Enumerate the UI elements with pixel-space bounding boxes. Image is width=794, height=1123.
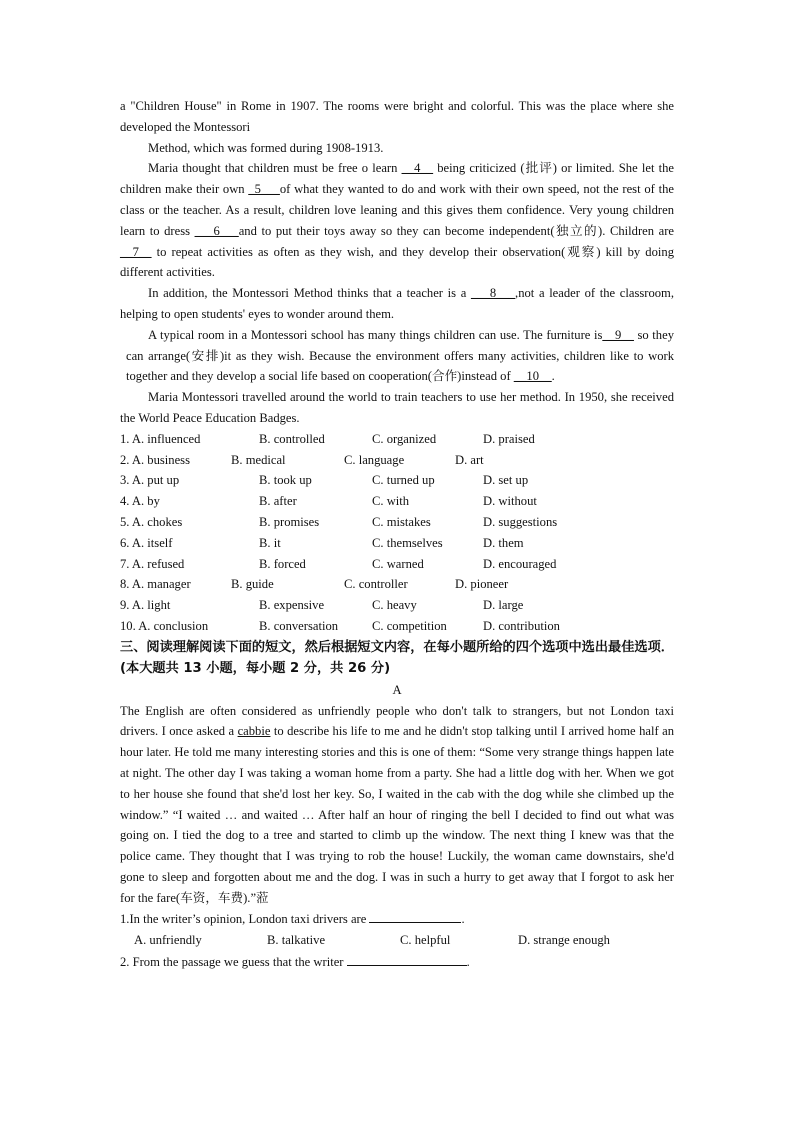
option-d: D. contribution — [483, 618, 560, 633]
option-row-6 — [120, 533, 674, 554]
passage-paragraph-3 — [120, 325, 674, 387]
option-d: D. set up — [483, 473, 529, 488]
option-c: C. heavy — [372, 598, 417, 613]
option-d: D. pioneer — [455, 577, 509, 592]
question-1-options — [120, 930, 674, 951]
option-d: D. praised — [483, 431, 535, 446]
exam-page — [120, 96, 674, 973]
option-a: A. unfriendly — [134, 933, 202, 948]
option-a: 7. A. refused — [120, 556, 185, 571]
option-c: C. themselves — [372, 535, 443, 550]
option-a: 5. A. chokes — [120, 514, 183, 529]
text: A typical room in a Montessori school has many things children can use. The furniture is — [148, 327, 603, 342]
option-b: B. expensive — [259, 598, 325, 613]
option-d: D. large — [483, 598, 524, 613]
option-d: D. encouraged — [483, 556, 557, 571]
passage-paragraph-2 — [120, 283, 674, 325]
passage-paragraph-1 — [120, 158, 674, 283]
blank-7: __7__ — [120, 244, 152, 259]
option-d: D. suggestions — [483, 514, 558, 529]
option-b: B. promises — [259, 514, 320, 529]
option-row-4 — [120, 491, 674, 512]
option-a: 4. A. by — [120, 494, 160, 509]
text: to describe his life to me and he didn't stop talking until I arrived home half an hour later. He told me many interesting stories and this is one of them: “Some very strange things happen late at night. The other day I was taking a woman home from a party. She had a little dog with her. When we got to her house she found that she'd lost her key. So, I waited in the cab with the dog while she climbed up the window.” “I waited … and waited … After half an hour of ringing the bell I decided to find out what was going on. I tied the dog to a tree and started to climb up the window. The next thing I knew was that the police came. They thought that I was trying to rob the house! Luckily, the woman came downstairs, she'd gone to sleep and forgotten about me and the dog. I was in such a hurry to get away that I forgot to ask her for the fare(车资，车费).”蒞 — [120, 724, 674, 905]
text: Maria thought that children must be free o learn — [148, 161, 402, 176]
text: In addition, the Montessori Method thinks that a teacher is a — [148, 286, 471, 301]
option-b: B. guide — [231, 577, 274, 592]
text: to repeat activities as often as they wish, and they develop their observation(观察) kill by doing different activities. — [120, 244, 674, 280]
option-a: 3. A. put up — [120, 473, 180, 488]
option-row-3 — [120, 470, 674, 491]
passage-line-1: a "Children House" in Rome in 1907. The rooms were bright and colorful. This was the place where she developed the Montessori — [120, 99, 674, 134]
option-row-2 — [120, 450, 674, 471]
option-row-7 — [120, 554, 674, 575]
section-heading: 三、阅读理解阅读下面的短文，然后根据短文内容，在每小题所给的四个选项中选出最佳选项．(本大题共 13 小题，每小题 2 分，共 26 分) — [120, 639, 674, 677]
option-b: B. took up — [259, 473, 312, 488]
text: of what they wanted to do and work with their own speed, not the rest of the class or the teacher. As a result, children love leaning and this gives them confidence. Very young children learn to dress — [120, 182, 674, 238]
answer-blank[interactable] — [347, 951, 467, 966]
question-text: 2. From the passage we guess that the writer — [120, 955, 347, 970]
question-text: 1.In the writer’s opinion, London taxi drivers are — [120, 912, 370, 927]
passage-line-2: Method, which was formed during 1908-1913. — [148, 140, 384, 155]
passage-paragraph-4: Maria Montessori travelled around the world to train teachers to use her method. In 1950, she received the World Peace Education Badges. — [120, 390, 674, 425]
text: so they can arrange(安排)it as they wish. Because the environment offers many activities, children like to work together and they develop a social life based on cooperation(合作)instead of — [126, 327, 674, 384]
option-d: D. strange enough — [518, 933, 610, 948]
option-row-9 — [120, 595, 674, 616]
option-a: 8. A. manager — [120, 577, 191, 592]
blank-6: ___6___ — [194, 223, 239, 238]
option-b: B. talkative — [267, 933, 326, 948]
option-c: C. organized — [372, 431, 437, 446]
blank-9: __9__ — [602, 327, 634, 342]
text: The English are often considered as unfriendly people who don't talk to strangers, but not London taxi drivers. I once asked a — [120, 703, 674, 739]
option-row-1 — [120, 429, 674, 450]
option-c: C. controller — [344, 577, 408, 592]
option-a: 2. A. business — [120, 452, 190, 467]
option-b: B. medical — [231, 452, 286, 467]
passage-label-a: A — [392, 682, 402, 697]
option-a: 6. A. itself — [120, 535, 173, 550]
option-c: C. language — [344, 452, 405, 467]
answer-blank[interactable] — [369, 908, 461, 923]
blank-10: __10__ — [513, 369, 552, 384]
option-b: B. it — [259, 535, 281, 550]
option-row-5 — [120, 512, 674, 533]
text: . — [551, 369, 555, 384]
option-b: B. forced — [259, 556, 306, 571]
option-c: C. competition — [372, 618, 447, 633]
option-b: B. controlled — [259, 431, 325, 446]
option-d: D. art — [455, 452, 484, 467]
option-row-8 — [120, 574, 674, 595]
text: ,not a leader of the classroom, helping to open students' eyes to wonder around them. — [120, 286, 675, 321]
option-b: B. after — [259, 494, 297, 509]
option-a: 1. A. influenced — [120, 431, 201, 446]
text: being criticized (批评) or limited. She let the children make their own — [120, 161, 674, 197]
question-1: 1.In the writer’s opinion, London taxi drivers are . — [120, 908, 674, 930]
option-c: C. turned up — [372, 473, 435, 488]
option-d: D. them — [483, 535, 524, 550]
blank-5: _5___ — [248, 182, 280, 197]
option-a: 9. A. light — [120, 598, 171, 613]
options-list — [120, 429, 674, 637]
blank-8: ___8___ — [470, 286, 516, 301]
blank-4: __4__ — [401, 161, 434, 176]
option-c: C. helpful — [400, 933, 451, 948]
reading-passage-a — [120, 701, 674, 909]
option-a: 10. A. conclusion — [120, 618, 209, 633]
option-c: C. with — [372, 494, 410, 509]
text: and to put their toys away so they can become independent(独立的). Children are — [238, 223, 674, 238]
question-2: 2. From the passage we guess that the writer . — [120, 951, 674, 973]
underlined-word: cabbie — [237, 724, 271, 739]
option-c: C. warned — [372, 556, 424, 571]
option-d: D. without — [483, 494, 537, 509]
option-c: C. mistakes — [372, 514, 431, 529]
option-row-10 — [120, 616, 674, 637]
option-b: B. conversation — [259, 618, 339, 633]
